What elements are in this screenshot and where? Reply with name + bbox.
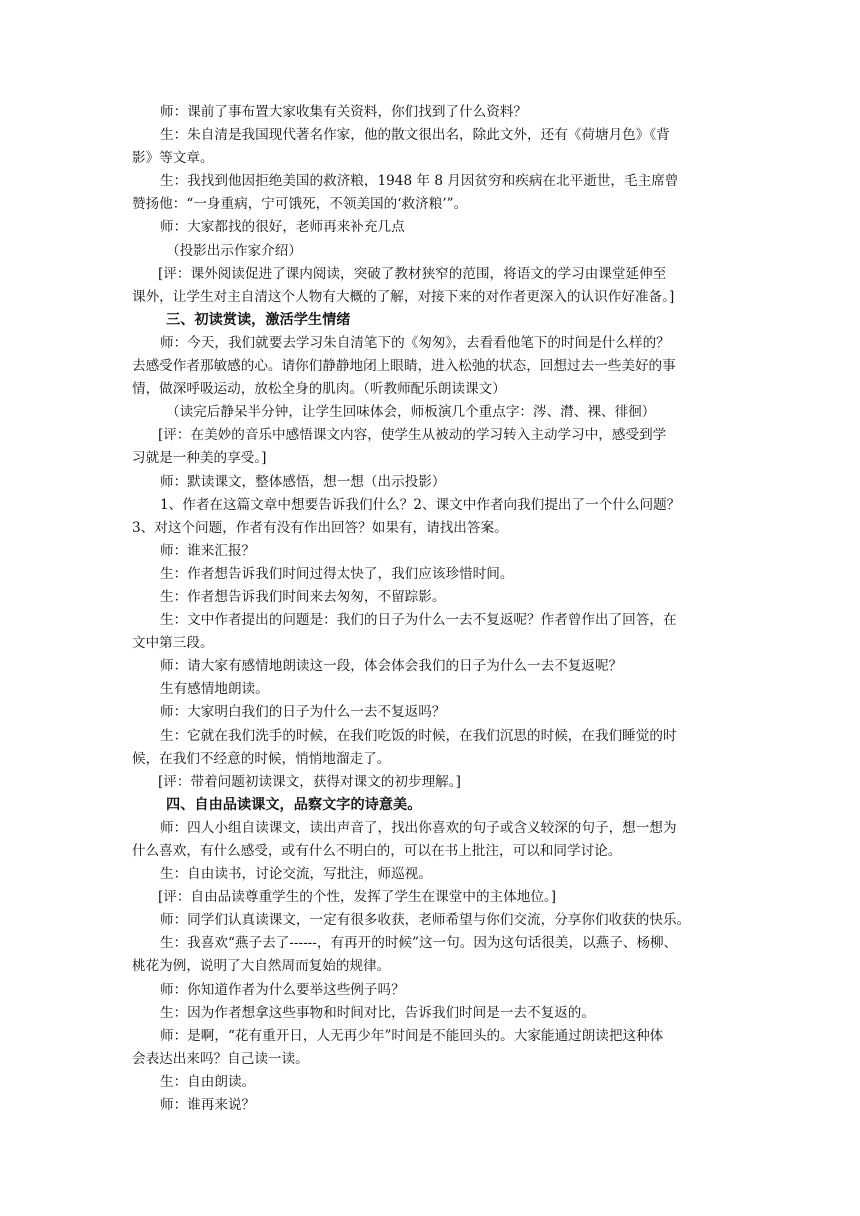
text-line: 课外，让学生对主自清这个人物有大概的了解，对接下来的对作者更深入的认识作好准备。] <box>132 288 675 305</box>
text-line: [评：自由品读尊重学生的个性，发挥了学生在课堂中的主体地位。] <box>158 889 557 906</box>
text-line: 生：作者想告诉我们时间来去匆匆，不留踪影。 <box>160 588 446 605</box>
text-line: 1、作者在这篇文章中想要告诉我们什么？2、课文中作者向我们提出了一个什么问题？ <box>160 496 681 513</box>
text-line: 生：自由朗读。 <box>160 1073 256 1090</box>
text-line: 什么喜欢，有什么感受，或有什么不明白的，可以在书上批注，可以和同学讨论。 <box>132 843 622 859</box>
text-line: [评：课外阅读促进了课内阅读，突破了教材狭窄的范围，将语文的学习由课堂延伸至 <box>158 265 667 282</box>
text-line: （读完后静呆半分钟，让学生回味体会，师板演几个重点字：涔、潸、裸、徘徊） <box>166 404 656 421</box>
text-line: 师：默读课文，整体感悟，想一想（出示投影） <box>160 473 446 490</box>
text-line: 情，做深呼吸运动，放松全身的肌肉。（听教师配乐朗读课文） <box>132 381 506 398</box>
text-line: 候，在我们不经意的时候，悄悄地溜走了。 <box>132 750 391 767</box>
text-line: 师：大家都找的很好，老师再来补充几点 <box>160 219 405 236</box>
text-line: 赞扬他：“一身重病，宁可饿死，不领美国的‘救济粮’”。 <box>132 196 468 213</box>
text-line: 影》等文章。 <box>132 150 214 167</box>
text-line: 生：我喜欢“燕子去了------，有再开的时候”这一句。因为这句话很美，以燕子、杨柳、 <box>160 935 678 952</box>
text-line: 3、对这个问题，作者有没有作出回答？如果有，请找出答案。 <box>132 519 508 536</box>
text-line: 生有感情地朗读。 <box>160 681 269 698</box>
text-line: 生：因为作者想拿这些事物和时间对比，告诉我们时间是一去不复返的。 <box>160 1004 595 1021</box>
text-line: 师：是啊，“花有重开日，人无再少年”时间是不能回头的。大家能通过朗读把这种体 <box>160 1027 664 1044</box>
text-line: 生：我找到他因拒绝美国的救济粮，1948 年 8 月因贫穷和疾病在北平逝世，毛主席曾 <box>160 173 679 190</box>
text-line: 师：四人小组自读课文，读出声音了，找出你喜欢的句子或含义较深的句子，想一想为 <box>160 819 677 836</box>
text-line: 生：朱自清是我国现代著名作家，他的散文很出名，除此文外，还有《荷塘月色》《背 <box>160 127 670 144</box>
text-line: [评：带着问题初读课文，获得对课文的初步理解。] <box>158 773 461 790</box>
text-line: 师：大家明白我们的日子为什么一去不复返吗？ <box>160 704 446 721</box>
document-body <box>132 101 730 1117</box>
text-line: 师：同学们认真读课文，一定有很多收获，老师希望与你们交流，分享你们收获的快乐。 <box>160 912 691 929</box>
text-line: 生：它就在我们洗手的时候，在我们吃饭的时候，在我们沉思的时候，在我们睡觉的时 <box>160 727 677 744</box>
text-line: [评：在美妙的音乐中感悟课文内容，使学生从被动的学习转入主动学习中，感受到学 <box>158 427 667 444</box>
section-heading: 四、自由品读课文，品察文字的诗意美。 <box>166 796 422 813</box>
text-line: 师：请大家有感情地朗读这一段，体会体会我们的日子为什么一去不复返呢？ <box>160 658 623 675</box>
text-line: 师：谁再来说？ <box>160 1097 256 1114</box>
text-line: 师：谁来汇报？ <box>160 542 256 559</box>
text-line: （投影出示作家介绍） <box>166 242 302 259</box>
text-line: 师：你知道作者为什么要举这些例子吗？ <box>160 981 405 998</box>
text-line: 会表达出来吗？自己读一读。 <box>132 1050 309 1067</box>
text-line: 文中第三段。 <box>132 635 214 652</box>
text-line: 桃花为例，说明了大自然周而复始的规律。 <box>132 958 391 975</box>
text-line: 生：作者想告诉我们时间过得太快了，我们应该珍惜时间。 <box>160 565 514 582</box>
text-line: 生：自由读书，讨论交流，写批注，师巡视。 <box>160 866 432 883</box>
section-heading: 三、初读赏读，激活学生情绪 <box>166 311 351 328</box>
text-line: 生：文中作者提出的问题是：我们的日子为什么一去不复返呢？作者曾作出了回答，在 <box>160 612 677 629</box>
text-line: 师：今天，我们就要去学习朱自清笔下的《匆匆》，去看看他笔下的时间是什么样的？ <box>160 334 670 351</box>
text-line: 习就是一种美的享受。] <box>132 450 267 467</box>
text-line: 去感受作者那敏感的心。请你们静静地闭上眼睛，进入松弛的状态，回想过去一些美好的事 <box>132 358 676 375</box>
text-line: 师：课前了事布置大家收集有关资料，你们找到了什么资料？ <box>160 104 528 120</box>
